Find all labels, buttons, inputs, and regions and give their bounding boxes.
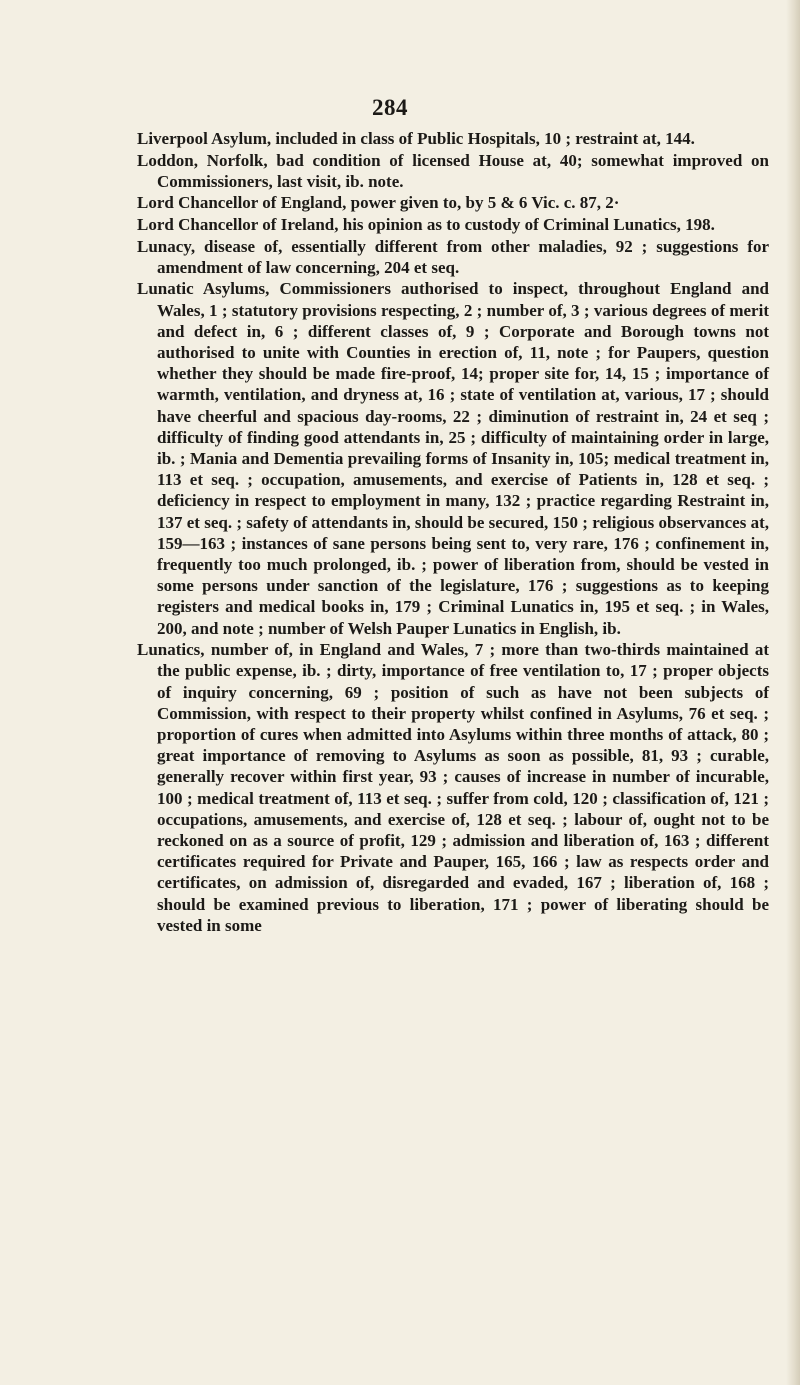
- index-entry-lunatic-asylums: Lunatic Asylums, Commissioners authorised to inspect, throughout England and Wales, 1 ; statutory provisions respecting, 2 ; number of, 3 ; various degrees of merit and defect in, 6 ; different classes of, 9 ; Corporate and Borough towns not authorised to unite with Counties in erection of, 11, note ; for Paupers, question whether they should be made fire-proof, 14; proper site for, 14, 15 ; importance of warmth, ventilation, and dryness at, 16 ; state of ventilation at, various, 17 ; should have cheerful and spacious day-rooms, 22 ; diminution of restraint in, 24 et seq ; difficulty of finding good attendants in, 25 ; difficulty of maintaining order in large, ib. ; Mania and Dementia prevailing forms of Insanity in, 105; medical treatment in, 113 et seq. ; occupation, amusements, and exercise of Patients in, 128 et seq. ; deficiency in respect to employment in many, 132 ; practice regarding Restraint in, 137 et seq. ; safety of attendants in, should be secured, 150 ; religious observances at, 159—163 ; instances of sane persons being sent to, very rare, 176 ; confinement in, frequently too much prolonged, ib. ; power of liberation from, should be vested in some persons under sanction of the legislature, 176 ; suggestions as to keeping registers and medical books in, 179 ; Criminal Lunatics in, 195 et seq. ; in Wales, 200, and note ; number of Welsh Pauper Lunatics in English, ib.: [137, 279, 769, 638]
- index-entry-lord-chancellor-ireland: Lord Chancellor of Ireland, his opinion as to custody of Criminal Lunatics, 198.: [137, 214, 715, 234]
- index-entry-lunacy: Lunacy, disease of, essentially different from other maladies, 92 ; suggestions for amendment of law concerning, 204 et seq.: [137, 236, 769, 277]
- page-number: 284: [372, 95, 408, 120]
- index-entry-lord-chancellor-england: Lord Chancellor of England, power given to, by 5 & 6 Vic. c. 87, 2·: [137, 193, 620, 213]
- index-entry-liverpool-asylum: Liverpool Asylum, included in class of Public Hospitals, 10 ; restraint at, 144.: [137, 129, 695, 148]
- index-entry-lunatics: Lunatics, number of, in England and Wales, 7 ; more than two-thirds maintained at the public expense, ib. ; dirty, importance of free ventilation to, 17 ; proper objects of inquiry concerning, 69 ; position of such as have not been subjects of Commission, with respect to their property whilst confined in Asylums, 76 et seq. ; proportion of cures when admitted into Asylums within three months of attack, 80 ; great importance of removing to Asylums as soon as possible, 81, 93 ; curable, generally recover within first year, 93 ; causes of increase in number of incurable, 100 ; medical treatment of, 113 et seq. ; suffer from cold, 120 ; classification of, 121 ; occupations, amusements, and exercise of, 128 et seq. ; labour of, ought not to be reckoned on as a source of profit, 129 ; admission and liberation of, 163 ; different certificates required for Private and Pauper, 165, 166 ; law as respects order and certificates, on admission of, disregarded and evaded, 167 ; liberation of, 168 ; should be examined previous to liberation, 171 ; power of liberating should be vested in some: [137, 640, 769, 935]
- index-entries: [137, 128, 769, 936]
- index-entry-loddon-norfolk: Loddon, Norfolk, bad condition of licensed House at, 40; somewhat improved on Commissioners, last visit, ib. note.: [137, 150, 769, 191]
- page-edge-shadow: [786, 0, 800, 1385]
